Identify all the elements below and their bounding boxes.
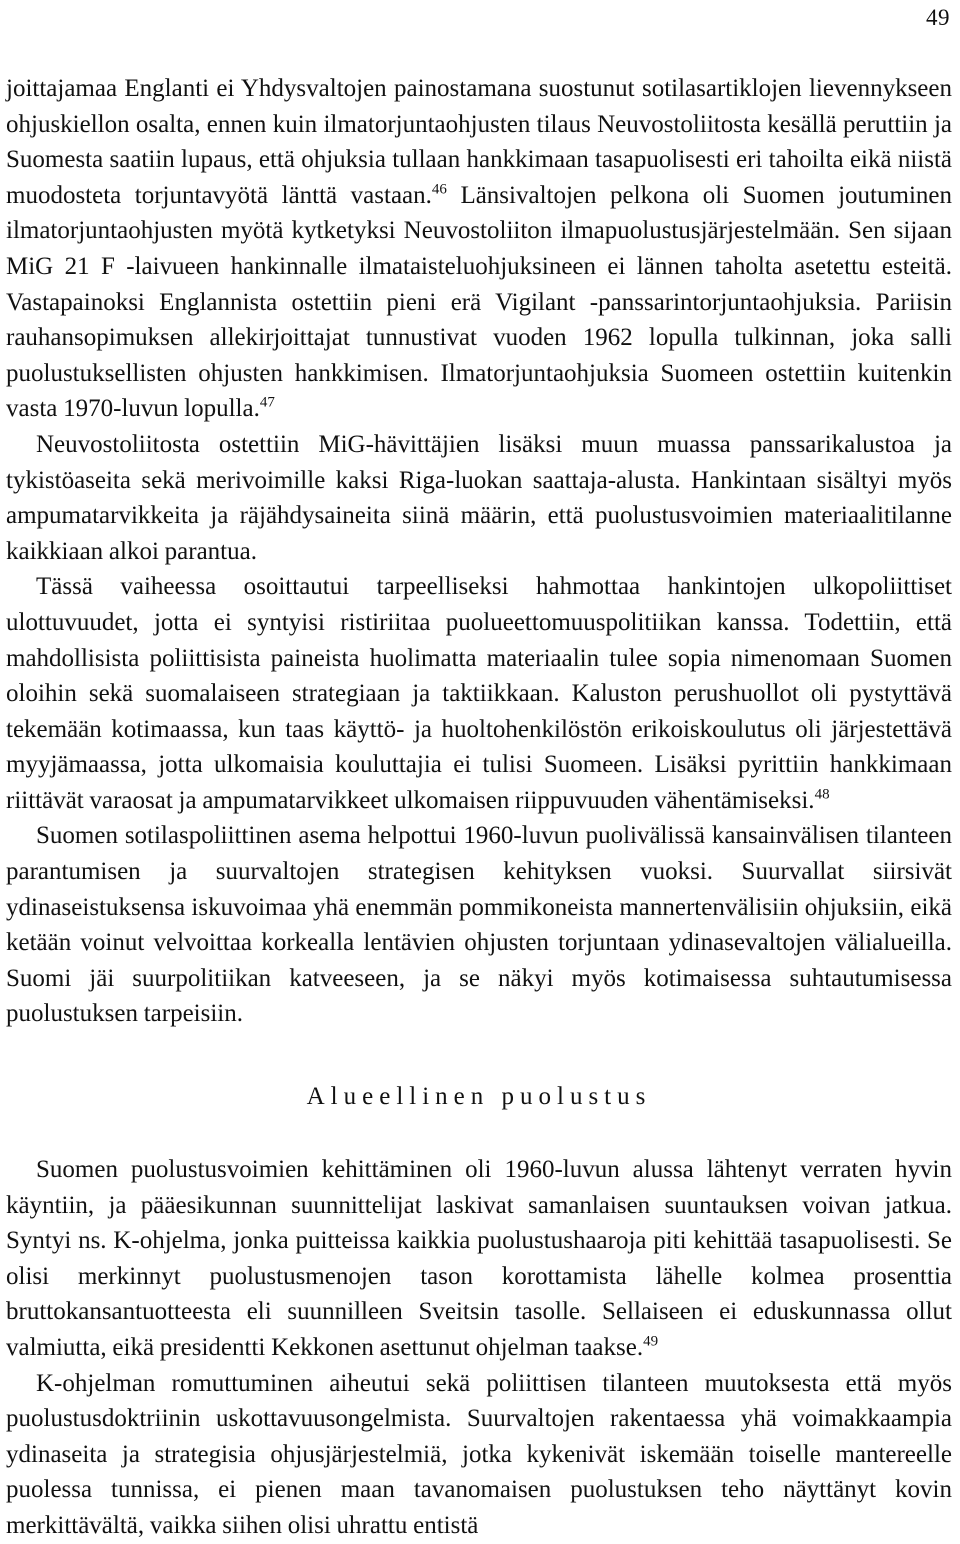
paragraph-4 bbox=[6, 818, 952, 1032]
paragraph-6 bbox=[6, 1366, 952, 1544]
paragraph-3 bbox=[6, 569, 952, 818]
footnote-ref-47: 47 bbox=[259, 395, 275, 412]
paragraph-2-text: Neuvostoliitosta ostettiin MiG-hävittäjien lisäksi muun muassa panssarikalustoa ja tykistöaseita sekä merivoimille kaksi Riga-luokan saattaja-alusta. Hankintaan sisältyi myös ampumatarvikkeita ja räjähdysaineita siinä määrin, että puolustusvoimien materiaalitilanne kaikkiaan alkoi parantua. bbox=[6, 430, 952, 565]
paragraph-5-text: Suomen puolustusvoimien kehittäminen oli 1960-luvun alussa lähtenyt verraten hyvin käyntiin, ja pääesikunnan suunnittelijat laskivat samanlaisen suuntauksen voivan jatkua. Syntyi ns. K-ohjelma, jonka puitteissa kaikkia puolustushaaroja piti kehittää tasapuolisesti. Se olisi merkinnyt puolustusmenojen tason korottamista lähelle kolmea prosenttia bruttokansantuotteesta eli suunnilleen Sveitsin tasolle. Sellaiseen ei eduskunnassa ollut valmiutta, eikä presidentti Kekkonen asettunut ohjelman taakse. bbox=[6, 1156, 952, 1361]
paragraph-1-text: joittajamaa Englanti ei Yhdysvaltojen painostamana suostunut sotilasartiklojen lievennykseen ohjuskiellon osalta, ennen kuin ilmatorjuntaohjusten tilaus Neuvostoliitosta kesällä peruttiin ja Suomesta saatiin lupaus, että ohjuksia tullaan hankkimaan tasapuolisesti eri tahoilta eikä niistä muodosteta torjuntavyötä länttä vastaan. bbox=[6, 75, 952, 209]
paragraph-5 bbox=[6, 1152, 952, 1366]
paragraph-6-text: K-ohjelman romuttuminen aiheutui sekä poliittisen tilanteen muutoksesta että myös puolustusdoktriinin uskottavuusongelmista. Suurvaltojen rakentaessa yhä voimakkaampia ydinaseita ja strategisia ohjusjärjestelmiä, jotka kykenivät iskemään toiselle mantereelle puolessa tunnissa, ei pienen maan tavanomaisen puolustuksen teho näyttänyt kovin merkittävältä, vaikka siihen olisi uhrattu entistä bbox=[6, 1369, 952, 1539]
body-text bbox=[6, 71, 952, 1544]
page-number: 49 bbox=[926, 5, 950, 30]
footnote-ref-48: 48 bbox=[814, 786, 830, 803]
footnote-ref-46: 46 bbox=[431, 181, 447, 198]
paragraph-2 bbox=[6, 427, 952, 569]
section-heading: Alueellinen puolustus bbox=[306, 1083, 652, 1111]
paragraph-3-text: Tässä vaiheessa osoittautui tarpeelliseksi hahmottaa hankintojen ulkopoliittiset ulottuvuudet, jotta ei syntyisi ristiriitaa puolueettomuuspolitiikan kanssa. Todettiin, että mahdollisista poliittisista paineista huolimatta materiaalin tulee sopia nimenomaan Suomen oloihin sekä suomalaiseen strategiaan ja taktiikkaan. Kaluston perushuollot oli pystyttävä tekemään kotimaassa, kun taas käyttö- ja huoltohenkilöstön erikoiskoulutus oli järjestettävä myyjämaassa, jotta ulkomaisia kouluttajia ei tulisi Suomeen. Lisäksi pyrittiin hankkimaan riittävät varaosat ja ampumatarvikkeet ulkomaisen riippuvuuden vähentämiseksi. bbox=[6, 573, 952, 814]
footnote-ref-49: 49 bbox=[643, 1333, 659, 1350]
paragraph-1-text-cont: Länsivaltojen pelkona oli Suomen joutuminen ilmatorjuntaohjusten myötä kytketyksi Neuvostoliiton ilmapuolustusjärjestelmään. Sen sijaan MiG 21 F -laivueen hankinnalle ilmataisteluohjuksineen ei lännen taholta asetettu esteitä. Vastapainoksi Englannista ostettiin pieni erä Vigilant -panssarintorjuntaohjuksia. Pariisin rauhansopimuksen allekirjoittajat tunnustivat vuoden 1962 lopulla tulkinnan, joka salli puolustuksellisten ohjusten hankkimisen. Ilmatorjuntaohjuksia Suomeen ostettiin kuitenkin vasta 1970-luvun lopulla. bbox=[6, 181, 952, 423]
paragraph-1 bbox=[6, 71, 952, 427]
paragraph-4-text: Suomen sotilaspoliittinen asema helpottui 1960-luvun puolivälissä kansainvälisen tilanteen parantumisen ja suurvaltojen strategisen kehityksen vuoksi. Suurvallat siirsivät ydinaseistuksensa iskuvoimaa yhä enemmän pommikoneista mannertenvälisiin ohjuksiin, eikä ketään voinut velvoittaa korkealla lentävien ohjusten torjuntaan ydinasevaltojen välialueilla. Suomi jäi suurpolitiikan katveeseen, ja se näkyi myös kotimaisessa suhtautumisessa puolustuksen tarpeisiin. bbox=[6, 822, 952, 1028]
